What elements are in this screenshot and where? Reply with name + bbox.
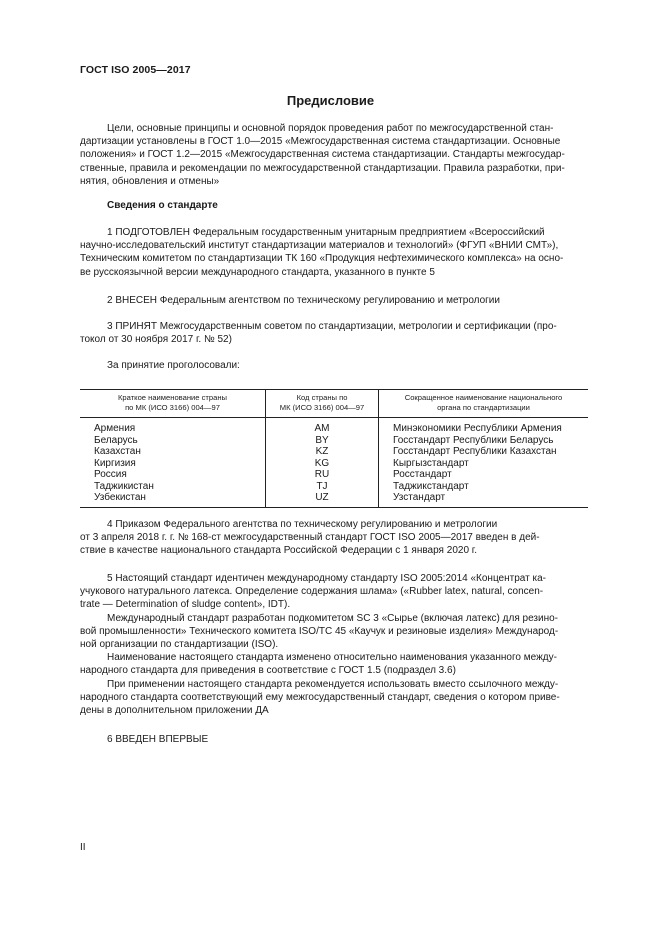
item-4-line: от 3 апреля 2018 г. г. № 168-ст межгосударственный стандарт ГОСТ ISO 2005—2017 введен в дей- <box>80 532 540 544</box>
item-1-line: 1 ПОДГОТОВЛЕН Федеральным государственным унитарным предприятием «Всероссийский <box>107 227 545 238</box>
code-cell: RU <box>266 469 379 481</box>
code-cell: KG <box>266 458 379 470</box>
intro-line: ственные, правила и рекомендации по межгосударственной стандартизации. Правила разработки, при- <box>80 162 565 174</box>
item-5-line: Наименование настоящего стандарта изменено относительно наименования указанного между- <box>107 652 557 664</box>
item-1-paragraph <box>80 226 588 279</box>
item-1-line: научно-исследовательский институт стандартизации материалов и технологий» (ФГУП «ВНИИ СМТ»), <box>80 240 559 252</box>
vote-lead: За принятие проголосовали: <box>107 360 240 371</box>
table-header-row <box>80 390 588 418</box>
country-cell: Беларусь <box>94 434 138 446</box>
item-2-paragraph <box>80 294 588 307</box>
body-cell: Таджикстандарт <box>379 481 589 493</box>
body-cell: Росстандарт <box>379 469 589 481</box>
body-cell: Кыргызстандарт <box>379 458 589 470</box>
item-3-line: токол от 30 ноября 2017 г. № 52) <box>80 334 232 346</box>
country-cell: Армения <box>94 423 136 434</box>
item-5-line: При применении настоящего стандарта рекомендуется использовать вместо ссылочного между- <box>107 678 559 690</box>
item-5-line: народного стандарта для приведения в соответствие с ГОСТ 1.5 (подраздел 3.6) <box>80 665 456 677</box>
item-5-paragraph <box>80 572 588 717</box>
table-row <box>80 435 588 447</box>
intro-line: Цели, основные принципы и основной порядок проведения работ по межгосударственной стан- <box>107 123 554 134</box>
country-cell: Россия <box>94 469 127 480</box>
item-5-line: вой промышленности» Технического комитета ISO/TC 45 «Каучук и резиновые изделия» Международ- <box>80 625 559 637</box>
item-1-line: Техническим комитетом по стандартизации ТК 160 «Продукция нефтехимического комплекса» на осно- <box>80 253 564 265</box>
item-5-line: ной организации по стандартизации (ISO). <box>80 639 279 651</box>
intro-line: нятия, обновления и отмены» <box>80 175 220 187</box>
column-header-code: Код страны по МК (ИСО 3166) 004—97 <box>266 390 379 418</box>
body-cell: Госстандарт Республики Казахстан <box>379 446 589 458</box>
item-3-paragraph <box>80 320 588 346</box>
table-row <box>80 481 588 493</box>
body-cell: Госстандарт Республики Беларусь <box>379 435 589 447</box>
item-6-line: 6 ВВЕДЕН ВПЕРВЫЕ <box>107 734 209 745</box>
item-4-line: 4 Приказом Федерального агентства по техническому регулированию и метрологии <box>107 519 498 530</box>
intro-line: положения» и ГОСТ 1.2—2015 «Межгосударственная система стандартизации. Стандарты межгосудар- <box>80 149 565 161</box>
body-cell: Минэкономики Республики Армения <box>379 418 589 435</box>
item-4-paragraph <box>80 518 588 558</box>
item-6-paragraph <box>80 733 588 746</box>
code-cell: BY <box>266 435 379 447</box>
code-cell: KZ <box>266 446 379 458</box>
item-5-line: дены в дополнительном приложении ДА <box>80 705 269 717</box>
item-5-line: Международный стандарт разработан подкомитетом SC 3 «Сырье (включая латекс) для резино- <box>107 612 559 624</box>
country-cell: Узбекистан <box>80 492 266 507</box>
item-4-line: ствие в качестве национального стандарта Российской Федерации с 1 января 2020 г. <box>80 545 477 557</box>
country-cell: Киргизия <box>94 457 136 469</box>
code-cell: TJ <box>266 481 379 493</box>
intro-paragraph <box>80 122 588 188</box>
document-code: ГОСТ ISO 2005—2017 <box>80 64 191 76</box>
table-row <box>80 469 588 481</box>
item-5-line: 5 Настоящий стандарт идентичен международному стандарту ISO 2005:2014 «Концентрат ка- <box>107 573 546 584</box>
table-row <box>80 446 588 458</box>
table-row <box>80 418 588 435</box>
code-cell: AM <box>266 418 379 435</box>
item-5-line: trate — Determination of sludge content», IDT). <box>80 599 291 611</box>
page-number: II <box>80 842 86 853</box>
section-subheading: Сведения о стандарте <box>107 200 218 211</box>
page-title: Предисловие <box>286 93 375 108</box>
voting-table <box>80 389 588 508</box>
item-5-line: учукового натурального латекса. Определение содержания шлама» («Rubber latex, natural, concen- <box>80 586 544 598</box>
table-row <box>80 492 588 507</box>
item-3-line: 3 ПРИНЯТ Межгосударственным советом по стандартизации, метрологии и сертификации (про- <box>107 321 557 332</box>
item-1-line: ве русскоязычной версии международного стандарта, указанного в пункте 5 <box>80 266 435 278</box>
table-row <box>80 458 588 470</box>
country-cell: Казахстан <box>94 446 141 457</box>
column-header-country: Краткое наименование страны по МК (ИСО 3166) 004—97 <box>80 390 266 418</box>
item-2-line: 2 ВНЕСЕН Федеральным агентством по техническому регулированию и метрологии <box>107 295 500 306</box>
intro-line: дартизации установлены в ГОСТ 1.0—2015 «Межгосударственная система стандартизации. Основные <box>80 136 561 148</box>
country-cell: Таджикистан <box>94 480 154 492</box>
code-cell: UZ <box>266 492 379 507</box>
body-cell: Узстандарт <box>379 492 589 507</box>
item-5-line: народного стандарта соответствующий ему межгосударственный стандарт, сведения о котором приве- <box>80 691 560 703</box>
column-header-body: Сокращенное наименование национального органа по стандартизации <box>379 390 589 418</box>
